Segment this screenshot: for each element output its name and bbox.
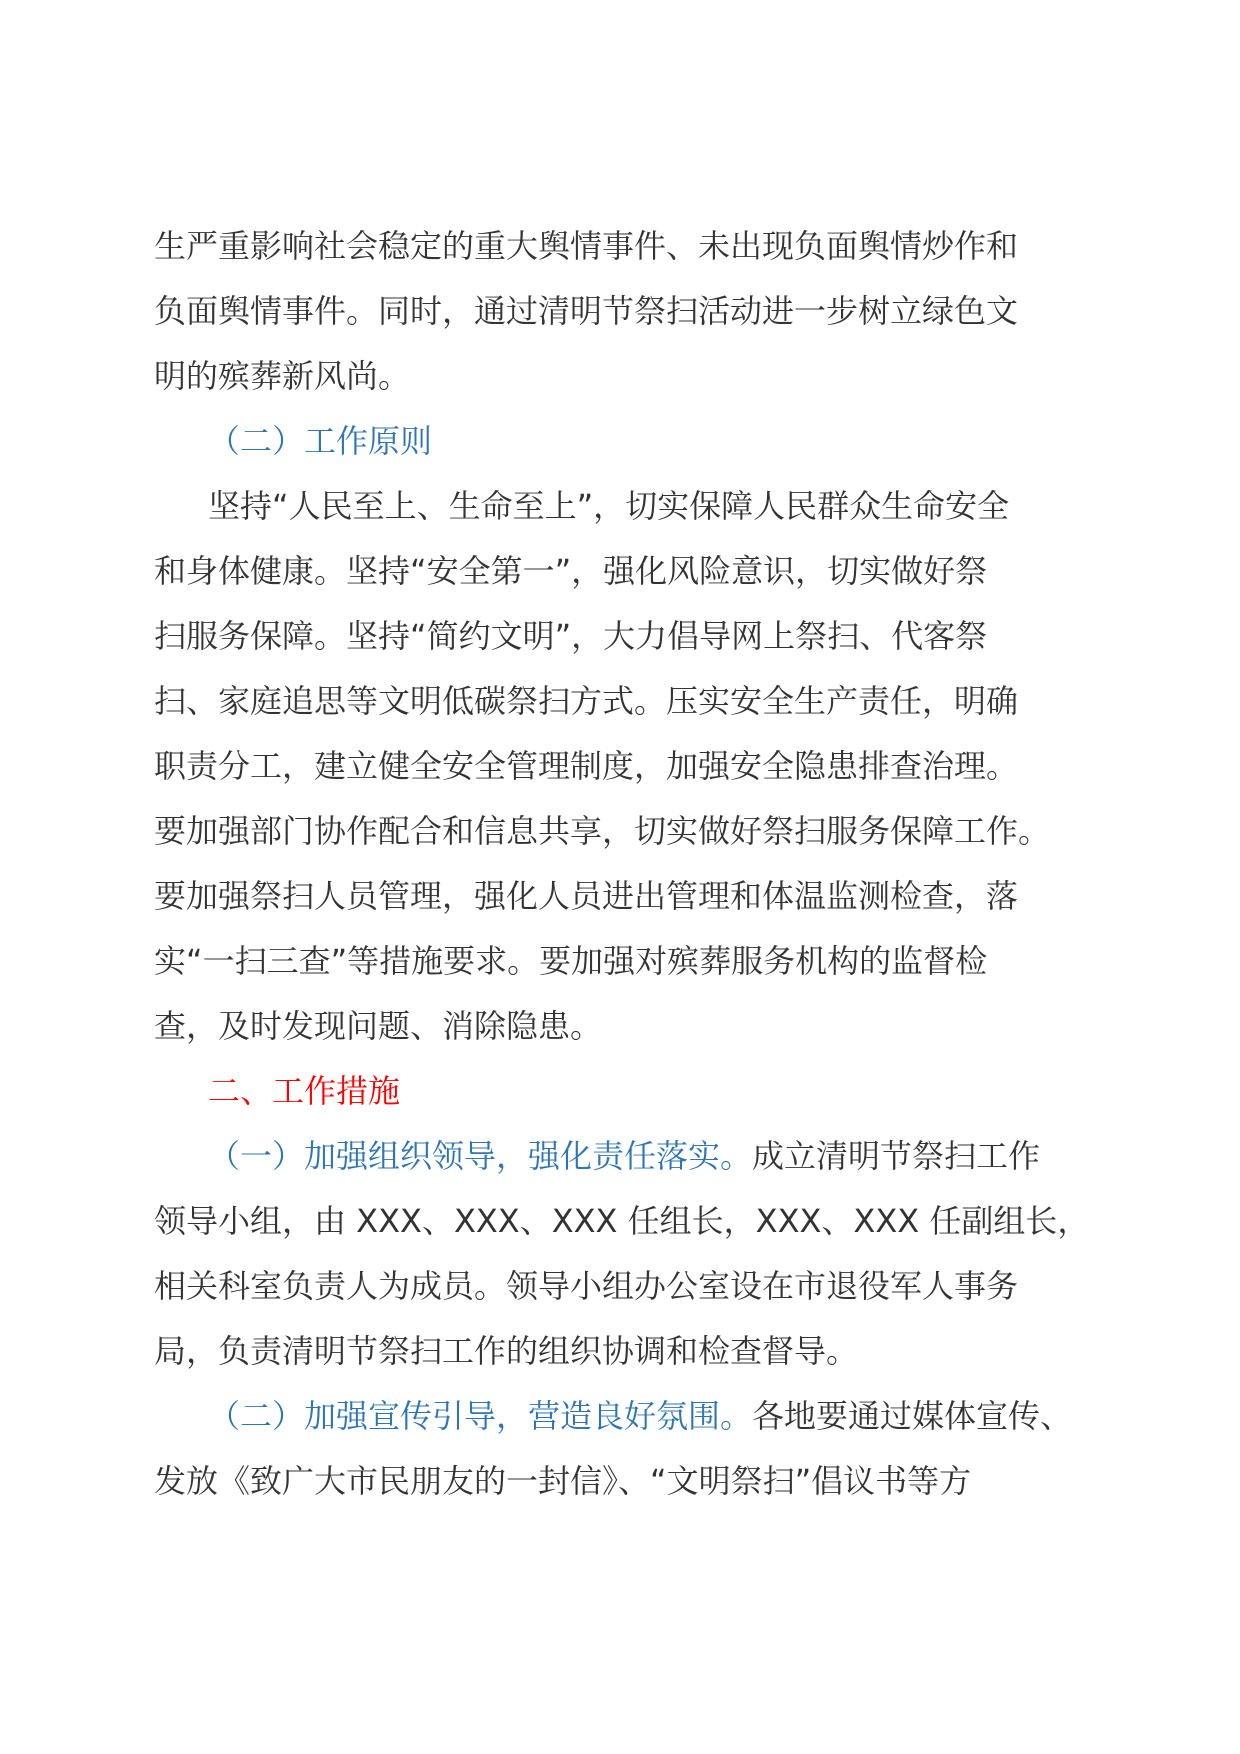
body-line-10 xyxy=(154,799,1114,864)
line-text: 扫、家庭追思等文明低碳祭扫方式。压实安全生产责任，明确 xyxy=(154,682,1019,720)
body-line-19 xyxy=(154,1384,1114,1449)
body-line-16 xyxy=(154,1189,1114,1254)
subheading-text: （二）工作原则 xyxy=(208,422,433,460)
body-line-17 xyxy=(154,1254,1114,1319)
body-line-6 xyxy=(154,539,1114,604)
line-text: 要加强部门协作配合和信息共享，切实做好祭扫服务保障工作。 xyxy=(154,812,1051,850)
subheading-work-principles xyxy=(154,409,1114,474)
line-text: 负面舆情事件。同时，通过清明节祭扫活动进一步树立绿色文 xyxy=(154,292,1019,330)
body-line-9 xyxy=(154,734,1114,799)
body-line-5 xyxy=(154,474,1114,539)
inline-subheading: （一）加强组织领导，强化责任落实。 xyxy=(208,1137,753,1175)
line-text: 查，及时发现问题、消除隐患。 xyxy=(154,1007,603,1045)
line-text: 各地要通过媒体宣传、 xyxy=(752,1397,1073,1435)
body-line-3 xyxy=(154,344,1114,409)
body-line-12 xyxy=(154,929,1114,994)
line-text: 坚持“人民至上、生命至上”，切实保障人民群众生命安全 xyxy=(208,487,1010,525)
line-text: 和身体健康。坚持“安全第一”，强化风险意识，切实做好祭 xyxy=(154,552,988,590)
section-heading-text: 二、工作措施 xyxy=(208,1072,401,1110)
line-text: 要加强祭扫人员管理，强化人员进出管理和体温监测检查，落 xyxy=(154,877,1019,915)
line-text: 相关科室负责人为成员。领导小组办公室设在市退役军人事务 xyxy=(154,1267,1019,1305)
body-line-20 xyxy=(154,1449,1114,1514)
line-text: 扫服务保障。坚持“简约文明”，大力倡导网上祭扫、代客祭 xyxy=(154,617,988,655)
body-line-7 xyxy=(154,604,1114,669)
line-text: 实“一扫三查”等措施要求。要加强对殡葬服务机构的监督检 xyxy=(154,942,988,980)
line-text: 职责分工，建立健全安全管理制度，加强安全隐患排查治理。 xyxy=(154,747,1019,785)
body-line-13 xyxy=(154,994,1114,1059)
line-text: 领导小组，由 XXX、XXX、XXX 任组长，XXX、XXX 任副组长， xyxy=(154,1202,1090,1240)
line-text: 生严重影响社会稳定的重大舆情事件、未出现负面舆情炒作和 xyxy=(154,227,1019,265)
body-line-8 xyxy=(154,669,1114,734)
body-line-1 xyxy=(154,214,1114,279)
body-line-11 xyxy=(154,864,1114,929)
body-line-18 xyxy=(154,1319,1114,1384)
inline-subheading: （二）加强宣传引导，营造良好氛围。 xyxy=(208,1397,753,1435)
line-text: 明的殡葬新风尚。 xyxy=(154,357,411,395)
section-heading-work-measures xyxy=(154,1059,1114,1124)
line-text: 局，负责清明节祭扫工作的组织协调和检查督导。 xyxy=(154,1332,859,1370)
body-line-15 xyxy=(154,1124,1114,1189)
line-text: 成立清明节祭扫工作 xyxy=(752,1137,1041,1175)
document-body xyxy=(154,214,1114,1514)
body-line-2 xyxy=(154,279,1114,344)
line-text: 发放《致广大市民朋友的一封信》、“文明祭扫”倡议书等方 xyxy=(154,1462,972,1500)
